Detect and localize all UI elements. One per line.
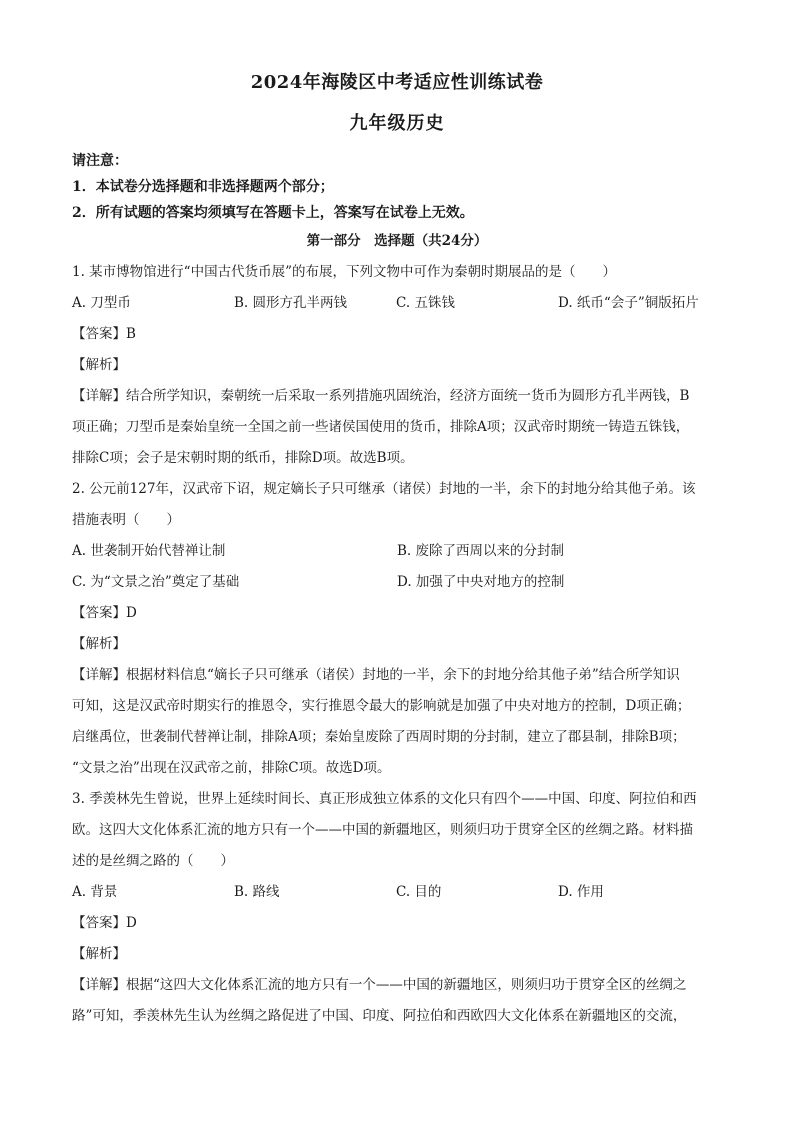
detail-line: 【详解】根据“这四大文化体系汇流的地方只有一个——中国的新疆地区，则须归功于贯穿全区的丝绸之 (72, 977, 687, 993)
analysis-label: 【解析】 (72, 636, 126, 652)
question-3 (72, 784, 722, 1032)
option-c: C. 为“文景之治”奠定了基础 (72, 574, 240, 590)
detail-line: 项正确；刀型币是秦始皇统一全国之前一些诸侯国使用的货币，排除A项；汉武帝时期统一铸造五铢钱， (72, 419, 690, 435)
question-stem: 3. 季羡林先生曾说，世界上延续时间长、真正形成独立体系的文化只有四个——中国、印度、阿拉伯和西 (72, 791, 697, 807)
detail-explanation (72, 381, 722, 474)
answer: 【答案】D (72, 915, 137, 931)
detail-explanation (72, 660, 722, 784)
detail-line: 可知，这是汉武帝时期实行的推恩令，实行推恩令最大的影响就是加强了中央对地方的控制，D项正确； (72, 698, 691, 714)
question-stem: 欧。这四大文化体系汇流的地方只有一个——中国的新疆地区，则须归功于贯穿全区的丝绸之路。材料描 (72, 822, 693, 838)
question-1 (72, 257, 722, 474)
option-a: A. 世袭制开始代替禅让制 (72, 543, 226, 559)
question-stem: 2. 公元前127年，汉武帝下诏，规定嫡长子只可继承（诸侯）封地的一半，余下的封地分给其他子弟。该 (72, 481, 696, 497)
analysis-label: 【解析】 (72, 357, 126, 373)
question-stem: 1. 某市博物馆进行“中国古代货币展”的布展，下列文物中可作为秦朝时期展品的是（ ） (72, 264, 616, 280)
answer: 【答案】B (72, 326, 136, 342)
notice-item: 2．所有试题的答案均须填写在答题卡上，答案写在试卷上无效。 (72, 205, 474, 221)
option-d: D. 作用 (558, 884, 604, 900)
section-title: 第一部分 选择题（共24分） (306, 233, 488, 249)
question-options (72, 877, 722, 908)
question-options (72, 288, 722, 319)
detail-line: 【详解】根据材料信息“嫡长子只可继承（诸侯）封地的一半，余下的封地分给其他子弟”结合所学知识 (72, 667, 680, 683)
detail-line: 排除C项；会子是宋朝时期的纸币，排除D项。故选B项。 (72, 450, 414, 466)
question-options (72, 567, 722, 598)
question-2 (72, 474, 722, 784)
detail-line: 启继禹位，世袭制代替禅让制，排除A项；秦始皇废除了西周时期的分封制，建立了郡县制，排除B项； (72, 729, 686, 745)
detail-line: 路”可知，季羡林先生认为丝绸之路促进了中国、印度、阿拉伯和西欧四大文化体系在新疆地区的交流， (72, 1008, 687, 1024)
option-a: A. 背景 (72, 884, 118, 900)
option-b: B. 废除了西周以来的分封制 (397, 543, 565, 559)
notice-item: 1．本试卷分选择题和非选择题两个部分； (72, 179, 334, 195)
option-c: C. 目的 (396, 884, 442, 900)
option-c: C. 五铢钱 (396, 295, 455, 311)
exam-subtitle: 九年级历史 (349, 113, 445, 134)
option-a: A. 刀型币 (72, 295, 131, 311)
option-d: D. 纸币“会子”铜版拓片 (558, 295, 699, 311)
option-b: B. 圆形方孔半两钱 (234, 295, 348, 311)
question-stem: 述的是丝绸之路的（ ） (72, 853, 234, 869)
answer: 【答案】D (72, 605, 137, 621)
option-b: B. 路线 (234, 884, 280, 900)
exam-page (72, 62, 722, 1032)
detail-line: 【详解】结合所学知识，秦朝统一后采取一系列措施巩固统治，经济方面统一货币为圆形方孔半两钱，B (72, 388, 690, 404)
notice-heading: 请注意： (72, 153, 128, 169)
question-options (72, 536, 722, 567)
detail-explanation (72, 970, 722, 1032)
detail-line: “文景之治”出现在汉武帝之前，排除C项。故选D项。 (72, 760, 391, 776)
question-stem: 措施表明（ ） (72, 512, 180, 528)
analysis-label: 【解析】 (72, 946, 126, 962)
exam-title: 2024年海陵区中考适应性训练试卷 (250, 72, 544, 93)
option-d: D. 加强了中央对地方的控制 (397, 574, 565, 590)
